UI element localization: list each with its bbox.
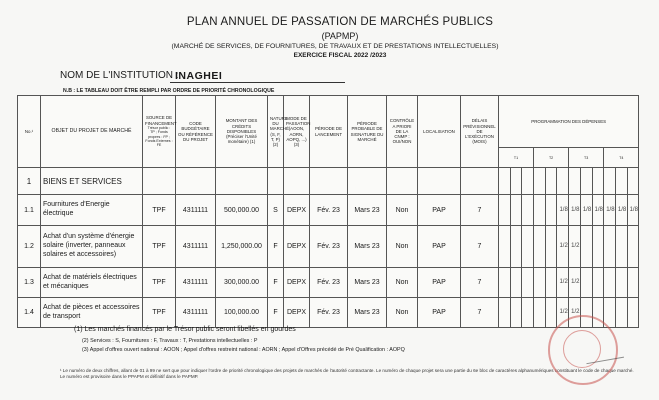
prog-cell: 1/2 — [557, 268, 569, 298]
row-mode: DEPX — [284, 268, 310, 298]
row-objet: Achat de matériels électriques et mécaniques — [41, 268, 143, 298]
header-localisation: LOCALISATION — [418, 96, 461, 168]
table-row — [18, 298, 639, 328]
section-number: 1 — [18, 168, 41, 195]
prog-cell — [545, 226, 557, 268]
prog-cell: 1/8 — [615, 195, 627, 226]
prog-cell — [522, 195, 534, 226]
row-montant: 1,250,000.00 — [216, 226, 268, 268]
prog-cell — [510, 298, 522, 328]
prog-cell: 1/8 — [580, 195, 592, 226]
prog-cell: 1/2 — [557, 226, 569, 268]
row-objet: Fournitures d'Energie électrique — [41, 195, 143, 226]
prog-cell: 1/8 — [557, 195, 569, 226]
prog-cell: 1/2 — [569, 268, 581, 298]
row-signature: Mars 23 — [348, 268, 387, 298]
prog-cell — [627, 298, 639, 328]
prog-cell — [499, 195, 511, 226]
prog-cell: 1/8 — [627, 195, 639, 226]
header-trimester: T1 — [499, 148, 534, 168]
footnote-currency: (1) Les marchés financés par le Trésor public seront libellés en gourdes — [74, 326, 296, 333]
section-label: BIENS ET SERVICES — [41, 168, 143, 195]
prog-cell — [522, 298, 534, 328]
prog-cell — [534, 226, 546, 268]
row-montant: 100,000.00 — [216, 298, 268, 328]
prog-cell — [499, 226, 511, 268]
prog-cell: 1/2 — [569, 226, 581, 268]
header-trimester: T3 — [569, 148, 604, 168]
prog-cell: 1/8 — [604, 195, 616, 226]
prog-cell — [627, 226, 639, 268]
row-no: 1.4 — [18, 298, 41, 328]
row-localisation: PAP — [418, 298, 461, 328]
row-lancement: Fév. 23 — [310, 195, 348, 226]
header-trimester: T2 — [534, 148, 569, 168]
row-nature: F — [268, 226, 284, 268]
row-localisation: PAP — [418, 268, 461, 298]
header-nature: NATURE DU MARCHÉ (S, F, T, P) (2) — [268, 96, 284, 168]
prog-cell: 1/2 — [557, 298, 569, 328]
header-lancement: PÉRIODE DE LANCEMENT — [310, 96, 348, 168]
row-source: TPF — [143, 298, 176, 328]
footnote-nature: (2) Services : S, Fournitures : F, Travaux : T, Prestations intellectuelles : P — [82, 338, 258, 344]
header-delais: DÉLAIS PRÉVISIONNEL DE L'EXÉCUTION (MOIS) — [461, 96, 499, 168]
row-delais: 7 — [461, 226, 499, 268]
row-localisation: PAP — [418, 226, 461, 268]
row-delais: 7 — [461, 298, 499, 328]
prog-cell — [545, 268, 557, 298]
row-objet: Achat de pièces et accessoires de transport — [41, 298, 143, 328]
row-controle: Non — [387, 268, 418, 298]
prog-cell — [510, 195, 522, 226]
table-row — [18, 268, 639, 298]
prog-cell — [499, 268, 511, 298]
row-source: TPF — [143, 226, 176, 268]
row-objet: Achat d'un système d'énergie solaire (inverter, panneaux solaires et accessoires) — [41, 226, 143, 268]
prog-cell — [499, 298, 511, 328]
prog-cell: 1/8 — [592, 195, 604, 226]
procurement-plan-table — [17, 95, 639, 328]
row-code: 4311111 — [176, 195, 216, 226]
table-header-row — [18, 96, 639, 148]
prog-cell — [534, 298, 546, 328]
row-lancement: Fév. 23 — [310, 298, 348, 328]
prog-cell — [510, 268, 522, 298]
row-localisation: PAP — [418, 195, 461, 226]
table-row — [18, 226, 639, 268]
row-lancement: Fév. 23 — [310, 226, 348, 268]
row-code: 4311111 — [176, 268, 216, 298]
row-nature: F — [268, 298, 284, 328]
document-subtitle: (MARCHÉ DE SERVICES, DE FOURNITURES, DE TRAVAUX ET DE PRESTATIONS INTELLECTUELLES) — [171, 43, 499, 50]
row-source: TPF — [143, 195, 176, 226]
section-row — [18, 168, 639, 195]
header-source — [143, 96, 176, 168]
document-title: PLAN ANNUEL DE PASSATION DE MARCHÉS PUBLICS — [186, 16, 494, 28]
header-programmation: PROGRAMMATION DES DÉPENSES — [499, 96, 639, 148]
row-delais: 7 — [461, 195, 499, 226]
prog-cell — [592, 268, 604, 298]
row-montant: 300,000.00 — [216, 268, 268, 298]
row-signature: Mars 23 — [348, 195, 387, 226]
row-signature: Mars 23 — [348, 226, 387, 268]
prog-cell — [545, 298, 557, 328]
row-delais: 7 — [461, 268, 499, 298]
prog-cell — [580, 268, 592, 298]
header-trimester: T4 — [604, 148, 639, 168]
prog-cell: 1/2 — [569, 298, 581, 328]
prog-cell — [534, 195, 546, 226]
row-nature: S — [268, 195, 284, 226]
institution-value: INAGHEI — [175, 70, 223, 82]
header-montant: MONTANT DES CRÉDITS DISPONIBLES (Préciser l'Unité monétaire) (1) — [216, 96, 268, 168]
header-source-detail: Trésor public : TP ; Fonds propres : FP ; Fonds Externes : FE — [145, 126, 173, 148]
prog-cell — [522, 268, 534, 298]
prog-cell — [627, 268, 639, 298]
prog-cell — [534, 268, 546, 298]
row-controle: Non — [387, 226, 418, 268]
prog-cell — [615, 226, 627, 268]
row-code: 4311111 — [176, 226, 216, 268]
fiscal-year: EXERCICE FISCAL 2022 /2023 — [293, 52, 387, 59]
header-controle: CONTRÔLE A PRIORI DE LA CNMP : OUI/NON — [387, 96, 418, 168]
prog-cell — [615, 268, 627, 298]
header-mode: MODE DE PASSATION (AOON, AORN, AOPQ, ...) (3) — [284, 96, 310, 168]
header-source-label: SOURCE DE FINANCEMENT — [145, 115, 177, 126]
row-no: 1.2 — [18, 226, 41, 268]
row-controle: Non — [387, 298, 418, 328]
prog-cell: 1/8 — [569, 195, 581, 226]
priority-note: N.B : LE TABLEAU DOIT ÊTRE REMPLI PAR ORDRE DE PRIORITÉ CHRONOLOGIQUE — [63, 88, 275, 94]
prog-cell — [522, 226, 534, 268]
row-mode: DEPX — [284, 195, 310, 226]
prog-cell — [604, 226, 616, 268]
header-code: CODE BUDGÉTAIRE OU RÉFÉRENCE DU PROJET — [176, 96, 216, 168]
row-montant: 500,000.00 — [216, 195, 268, 226]
row-code: 4311111 — [176, 298, 216, 328]
prog-cell — [592, 226, 604, 268]
row-no: 1.1 — [18, 195, 41, 226]
row-mode: DEPX — [284, 298, 310, 328]
row-mode: DEPX — [284, 226, 310, 268]
header-objet: OBJET DU PROJET DE MARCHÉ — [41, 96, 143, 168]
row-no: 1.3 — [18, 268, 41, 298]
row-nature: F — [268, 268, 284, 298]
institution-underline — [170, 82, 345, 83]
row-controle: Non — [387, 195, 418, 226]
row-signature: Mars 23 — [348, 298, 387, 328]
institution-label: NOM DE L'INSTITUTION : — [60, 70, 179, 81]
prog-cell — [545, 195, 557, 226]
footnote-mode: (3) Appel d'offres ouvert national : AOON ; Appel d'offres restreint national : AORN ; Appel d'Offres précédé de Pré Qualification : AOPQ — [82, 347, 405, 353]
prog-cell — [580, 226, 592, 268]
prog-cell — [510, 226, 522, 268]
header-no: No.¹ — [18, 96, 41, 168]
table-row — [18, 195, 639, 226]
document-acronym: (PAPMP) — [321, 31, 359, 41]
prog-cell — [615, 298, 627, 328]
footnote-numbering: ¹ Le numéro de deux chiffres, allant de 01 à 99 ne sert que pour indiquer l'ordre de priorité chronologique des projets de marchés de l'autorité contractante. Le numéro de chaque projet sera une partie du 6e bloc de caractères alphanumériques constituant le code de chaque marché. Le numéro est provisoire dans le PPAPM et définitif dans le PAPMP. — [60, 368, 634, 379]
prog-cell — [604, 268, 616, 298]
row-source: TPF — [143, 268, 176, 298]
header-signature: PÉRIODE PROBABLE DE SIGNATURE DU MARCHÉ — [348, 96, 387, 168]
row-lancement: Fév. 23 — [310, 268, 348, 298]
